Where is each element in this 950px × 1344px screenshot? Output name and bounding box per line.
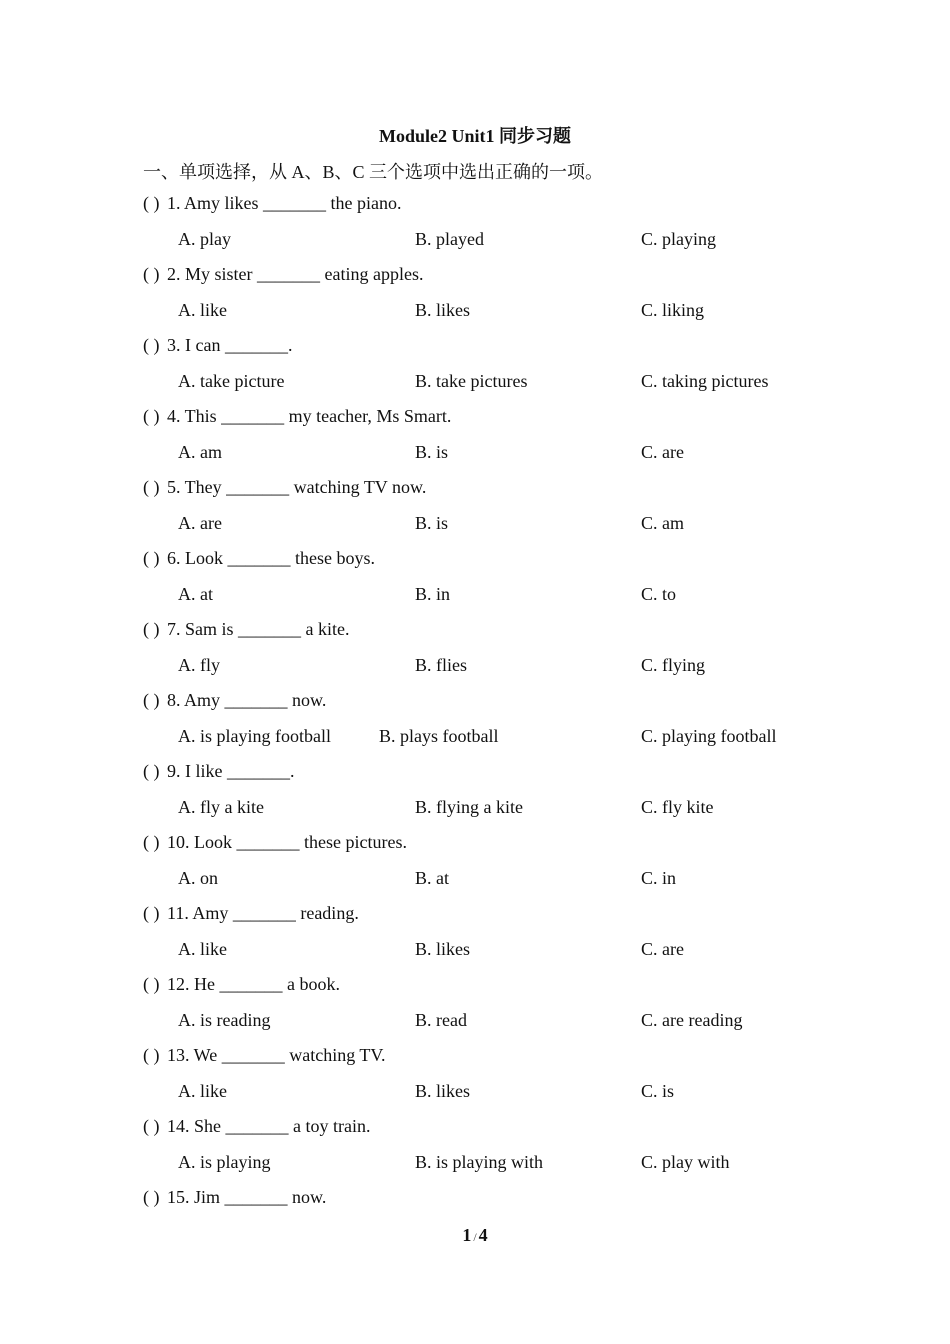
answer-paren[interactable]: ( ): [143, 832, 160, 852]
option-b: B. at: [415, 868, 449, 888]
option-a: A. are: [178, 513, 222, 533]
answer-paren[interactable]: ( ): [143, 406, 160, 426]
option-c: C. are reading: [641, 1010, 743, 1030]
question-stem: 3. I can _______.: [167, 335, 293, 355]
page-number: [0, 1225, 950, 1246]
question-stem: 4. This _______ my teacher, Ms Smart.: [167, 406, 452, 426]
option-c: C. fly kite: [641, 797, 714, 817]
answer-paren[interactable]: ( ): [143, 974, 160, 994]
option-a: A. fly: [178, 655, 220, 675]
option-b: B. in: [415, 584, 451, 604]
option-a: A. is playing football: [178, 726, 331, 746]
question-item: [143, 546, 843, 617]
question-stem: 2. My sister _______ eating apples.: [167, 264, 424, 284]
total-pages: 4: [478, 1225, 488, 1245]
answer-paren[interactable]: ( ): [143, 1116, 160, 1136]
question-item: [143, 759, 843, 830]
question-item: [143, 191, 843, 262]
question-item: [143, 1043, 843, 1114]
answer-paren[interactable]: ( ): [143, 193, 160, 213]
answer-paren[interactable]: ( ): [143, 335, 160, 355]
option-c: C. am: [641, 513, 684, 533]
question-item: [143, 972, 843, 1043]
question-stem: 15. Jim _______ now.: [167, 1187, 327, 1207]
option-a: A. is reading: [178, 1010, 271, 1030]
option-a: A. take picture: [178, 371, 285, 391]
option-c: C. liking: [641, 300, 705, 320]
option-c: C. are: [641, 442, 684, 462]
answer-paren[interactable]: ( ): [143, 1187, 160, 1207]
option-a: A. is playing: [178, 1152, 271, 1172]
option-b: B. flying a kite: [415, 797, 523, 817]
option-c: C. to: [641, 584, 677, 604]
question-item: [143, 1114, 843, 1185]
option-b: B. plays football: [379, 726, 499, 746]
answer-paren[interactable]: ( ): [143, 548, 160, 568]
option-c: C. play with: [641, 1152, 730, 1172]
question-item: [143, 333, 843, 404]
option-b: B. is playing with: [415, 1152, 544, 1172]
option-a: A. am: [178, 442, 222, 462]
option-c: C. flying: [641, 655, 706, 675]
answer-paren[interactable]: ( ): [143, 690, 160, 710]
question-item: [143, 688, 843, 759]
question-stem: 8. Amy _______ now.: [167, 690, 327, 710]
option-a: A. play: [178, 229, 231, 249]
option-b: B. likes: [415, 300, 471, 320]
question-item: [143, 901, 843, 972]
question-item: [143, 262, 843, 333]
question-stem: 12. He _______ a book.: [167, 974, 340, 994]
option-a: A. like: [178, 1081, 227, 1101]
section-instruction: 一、单项选择，从 A、B、C 三个选项中选出正确的一项。: [143, 162, 604, 182]
option-a: A. on: [178, 868, 218, 888]
question-stem: 10. Look _______ these pictures.: [167, 832, 407, 852]
option-a: A. at: [178, 584, 213, 604]
option-c: C. in: [641, 868, 677, 888]
answer-paren[interactable]: ( ): [143, 264, 160, 284]
question-stem: 9. I like _______.: [167, 761, 295, 781]
question-item: [143, 475, 843, 546]
option-a: A. like: [178, 300, 227, 320]
page-title: Module2 Unit1 同步习题: [378, 126, 571, 146]
option-b: B. is: [415, 513, 449, 533]
option-c: C. are: [641, 939, 684, 959]
answer-paren[interactable]: ( ): [143, 1045, 160, 1065]
option-b: B. likes: [415, 939, 471, 959]
answer-paren[interactable]: ( ): [143, 761, 160, 781]
question-item: [143, 830, 843, 901]
question-stem: 13. We _______ watching TV.: [167, 1045, 386, 1065]
option-b: B. take pictures: [415, 371, 528, 391]
answer-paren[interactable]: ( ): [143, 619, 160, 639]
option-c: C. playing football: [641, 726, 777, 746]
question-item: [143, 404, 843, 475]
option-b: B. flies: [415, 655, 467, 675]
question-item: [143, 617, 843, 688]
option-a: A. fly a kite: [178, 797, 264, 817]
option-c: C. is: [641, 1081, 675, 1101]
current-page: 1: [462, 1225, 472, 1245]
page-separator: /: [473, 1230, 477, 1244]
question-stem: 7. Sam is _______ a kite.: [167, 619, 350, 639]
option-b: B. likes: [415, 1081, 471, 1101]
answer-paren[interactable]: ( ): [143, 477, 160, 497]
question-stem: 6. Look _______ these boys.: [167, 548, 375, 568]
question-stem: 1. Amy likes _______ the piano.: [167, 193, 402, 213]
option-a: A. like: [178, 939, 227, 959]
option-b: B. is: [415, 442, 449, 462]
option-c: C. playing: [641, 229, 716, 249]
option-b: B. played: [415, 229, 484, 249]
option-c: C. taking pictures: [641, 371, 769, 391]
answer-paren[interactable]: ( ): [143, 903, 160, 923]
question-list: [143, 191, 843, 1256]
question-stem: 5. They _______ watching TV now.: [167, 477, 427, 497]
option-b: B. read: [415, 1010, 467, 1030]
question-stem: 14. She _______ a toy train.: [167, 1116, 371, 1136]
question-stem: 11. Amy _______ reading.: [167, 903, 359, 923]
